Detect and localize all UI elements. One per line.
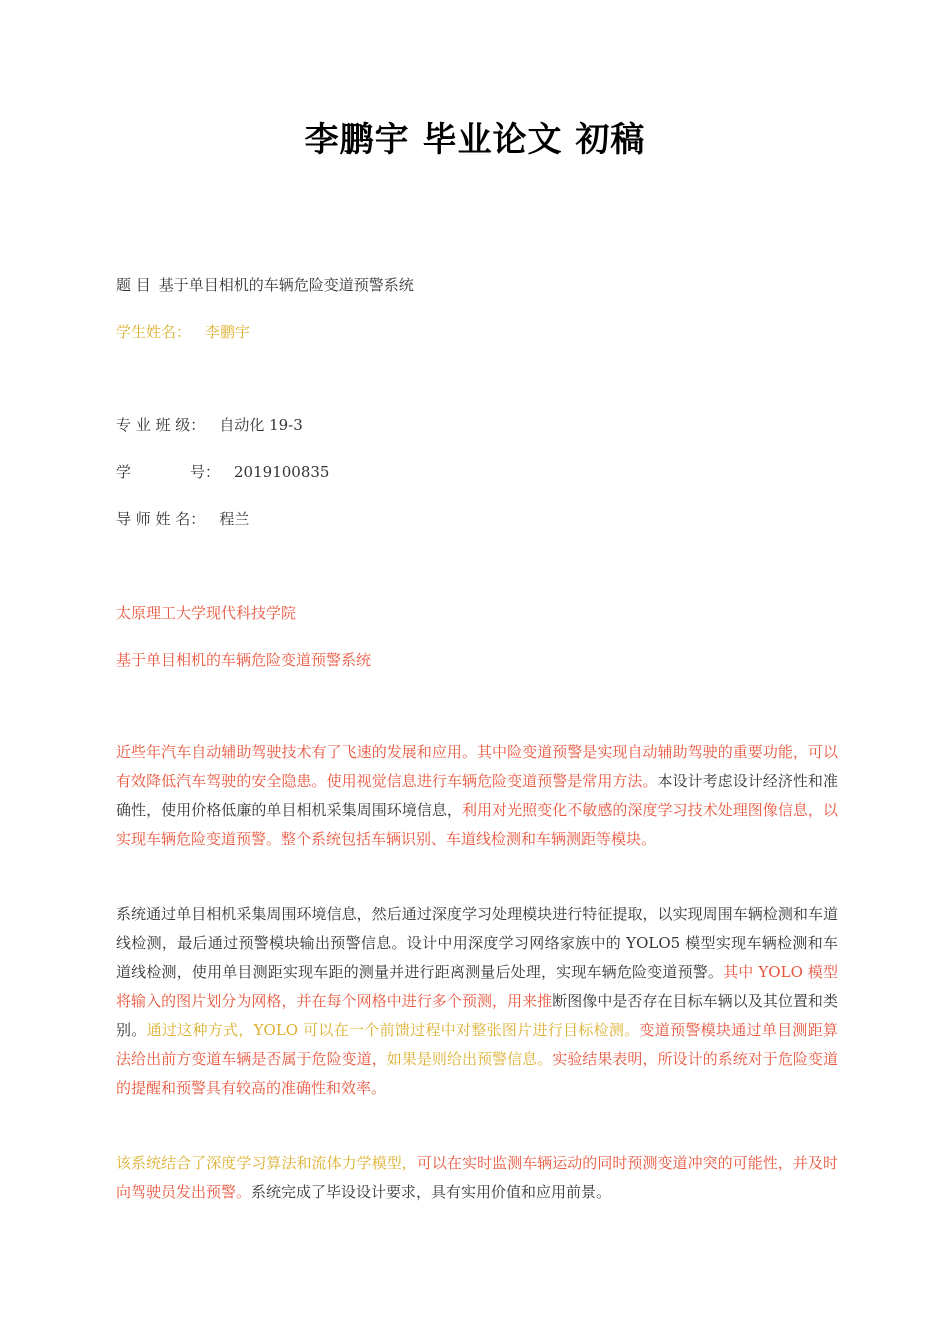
student-id-label-left: 学: [116, 463, 132, 481]
major-class-line: [116, 415, 303, 435]
paragraph-segment: 近些年汽车自动辅助驾驶技术有了飞速的发展和应用。其中险变道预警是实现自动辅助驾驶的重要功能，可以有效降低汽车驾驶的安全隐患。使用视觉信息进行车辆危险变道预警是常用方法。: [116, 743, 838, 790]
paragraph-segment: 本设计考虑设计经济性和准确性，使用价格低廉的单目相机采集周围环境信息，: [116, 772, 838, 819]
thesis-subtitle: 基于单目相机的车辆危险变道预警系统: [116, 651, 372, 669]
student-name-value: 李鹏宇: [205, 323, 251, 341]
topic-value: 基于单目相机的车辆危险变道预警系统: [158, 276, 414, 294]
advisor-value: 程兰: [219, 510, 250, 528]
paragraph-segment: 通过这种方式，YOLO 可以在一个前馈过程中对整张图片进行目标检测。: [146, 1021, 640, 1039]
major-class-value: 自动化 19-3: [219, 416, 303, 434]
student-id-value: 2019100835: [234, 463, 330, 481]
paragraph-segment: 其中 YOLO 模型将输入的图片划分为网格，并在每个网格中进行多个预测，用来推: [116, 963, 838, 1010]
advisor-line: [116, 509, 249, 529]
document-title: 李鹏宇 毕业论文 初稿: [304, 120, 646, 160]
paragraph-segment: 可以在实时监测车辆运动的同时预测变道冲突的可能性，并及时向驾驶员发出预警。: [116, 1154, 838, 1201]
student-name-line: [116, 322, 250, 342]
paragraph-segment: 该系统结合了深度学习算法和流体力学模型，: [116, 1154, 417, 1172]
paragraph-segment: 变道预警模块通过单目测距算法给出前方变道车辆是否属于危险变道，: [116, 1021, 838, 1068]
student-id-line: [116, 462, 329, 482]
topic-label: 题 目: [116, 276, 151, 294]
student-name-label: 学生姓名：: [116, 323, 192, 341]
topic-line: [116, 275, 414, 295]
paragraph-segment: 如果是则给出预警信息。: [386, 1050, 553, 1068]
paragraph-segment: 系统通过单目相机采集周围环境信息，然后通过深度学习处理模块进行特征提取，以实现周围车辆检测和车道线检测，最后通过预警模块输出预警信息。设计中用深度学习网络家族中的 YOLO5 模型实现车辆检测和车道线检测，使用单目测距实现车距的测量并进行距离测量后处理，实现车辆危险变道预警。: [116, 905, 838, 981]
abstract-paragraph-1: [116, 738, 838, 854]
major-class-label: 专 业 班 级：: [116, 416, 206, 434]
paragraph-segment: 系统完成了毕设设计要求，具有实用价值和应用前景。: [251, 1183, 612, 1201]
paragraph-segment: 实验结果表明，所设计的系统对于危险变道的提醒和预警具有较高的准确性和效率。: [116, 1050, 838, 1097]
advisor-label: 导 师 姓 名：: [116, 510, 206, 528]
paragraph-segment: 断图像中是否存在目标车辆以及其位置和类别。: [116, 992, 838, 1039]
school-name: 太原理工大学现代科技学院: [116, 604, 297, 622]
paragraph-segment: 利用对光照变化不敏感的深度学习技术处理图像信息，以实现车辆危险变道预警。整个系统包括车辆识别、车道线检测和车辆测距等模块。: [116, 801, 838, 848]
abstract-paragraph-2: [116, 900, 838, 1103]
student-id-label-right: 号：: [190, 463, 221, 481]
abstract-paragraph-3: [116, 1149, 838, 1207]
